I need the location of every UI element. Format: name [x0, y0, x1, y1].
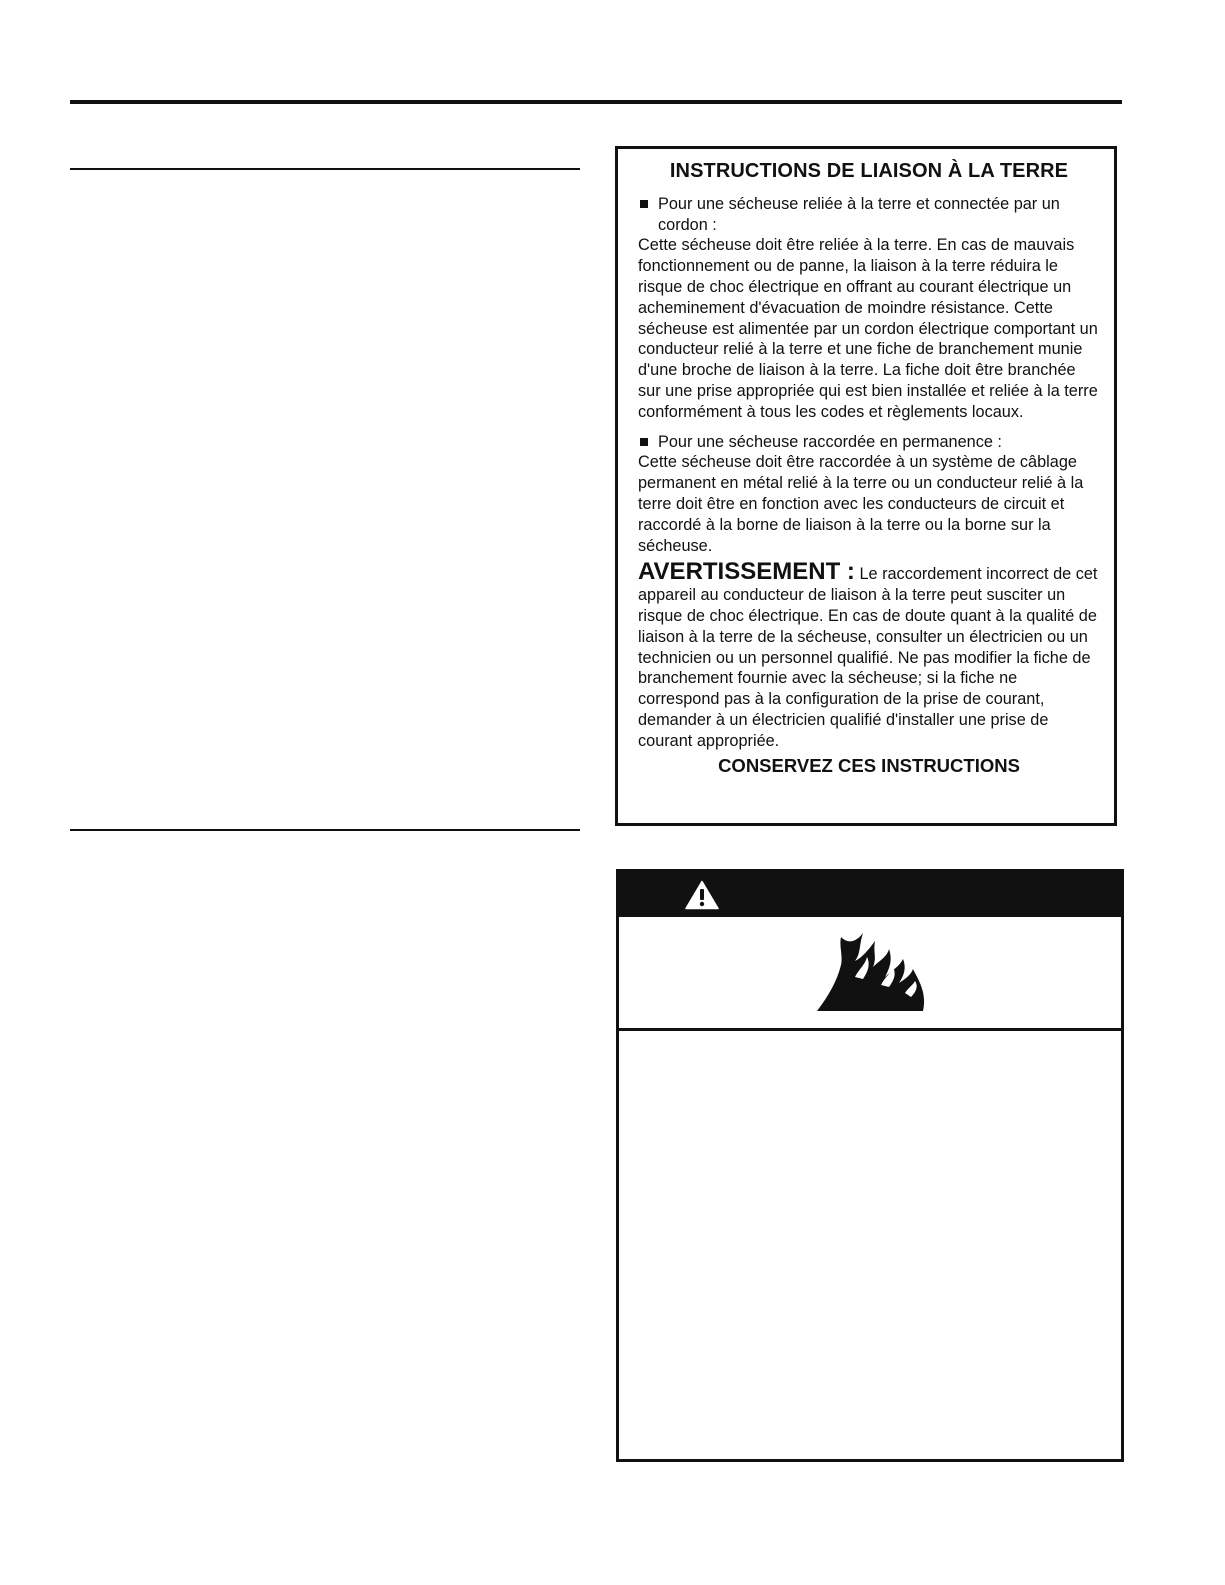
bullet-permanent-dryer: [638, 432, 1100, 453]
permanent-dryer-paragraph: Cette sécheuse doit être raccordée à un système de câblage permanent en métal relié à la terre ou un conducteur relié à la terre doit être en fonction avec les conducteurs de circuit et raccordé à la borne de liaison à la terre ou la borne sur la sécheuse.: [638, 453, 1084, 555]
bullet-corded-dryer: [638, 194, 1100, 236]
alert-triangle-icon: [685, 880, 719, 910]
flame-icon: [815, 931, 927, 1013]
bullet-square-icon: [640, 200, 648, 208]
grounding-title: INSTRUCTIONS DE LIAISON À LA TERRE: [669, 160, 1069, 182]
save-instructions-footer: CONSERVEZ CES INSTRUCTIONS: [718, 754, 1020, 776]
warning-text: Le raccordement incorrect de cet appareil au conducteur de liaison à la terre peut susciter un risque de choc électrique. En cas de doute quant à la qualité de liaison à la terre de la sécheuse, consulter un électricien ou un technicien ou un personnel qualifié. Ne pas modifier la fiche de branchement fournie avec la sécheuse; si la fiche ne correspond pas à la configuration de la prise de courant, demander à un électricien qualifié d'installer une prise de courant appropriée.: [638, 565, 1098, 750]
fire-warning-box: [616, 869, 1124, 1462]
bullet-permanent-text: Pour une sécheuse raccordée en permanence :: [658, 432, 1002, 451]
bullet-corded-text: Pour une sécheuse reliée à la terre et connectée par un cordon :: [658, 194, 1060, 234]
fire-warning-body: [619, 1031, 1121, 1456]
grounding-instructions-box: [615, 146, 1117, 826]
bullet-square-icon: [640, 438, 648, 446]
warning-heading: AVERTISSEMENT :: [638, 558, 855, 586]
fire-hazard-figure: [619, 917, 1121, 1031]
left-column-rule-top: [70, 168, 580, 170]
corded-dryer-paragraph: Cette sécheuse doit être reliée à la terre. En cas de mauvais fonctionnement ou de panne, la liaison à la terre réduira le risque de choc électrique en offrant au courant électrique un acheminement d'évacuation de moindre résistance. Cette sécheuse est alimentée par un cordon électrique comportant un conducteur relié à la terre et une fiche de branchement munie d'une broche de liaison à la terre. La fiche doit être branchée sur une prise appropriée qui est bien installée et reliée à la terre conformément à tous les codes et règlements locaux.: [638, 236, 1098, 421]
top-rule: [70, 100, 1122, 104]
left-column-rule-bottom: [70, 829, 580, 831]
warning-paragraph: [638, 558, 1100, 751]
fire-warning-header: [619, 872, 1121, 917]
